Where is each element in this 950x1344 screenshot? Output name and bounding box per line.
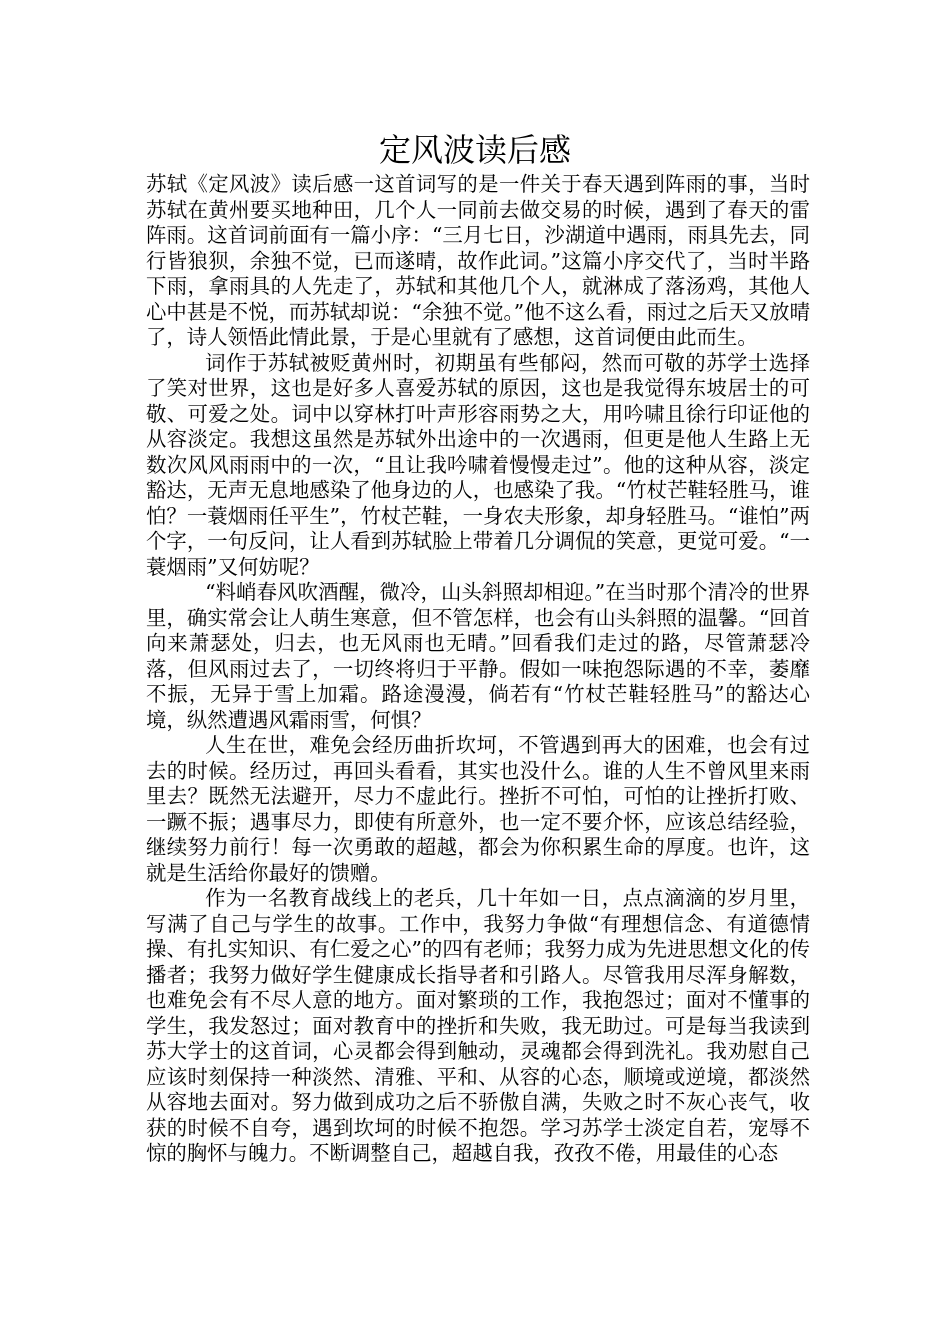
paragraph-3: “料峭春风吹酒醒，微冷，山头斜照却相迎。”在当时那个清冷的世界里，确实常会让人萌生寒意，但不管怎样，也会有山头斜照的温馨。“回首向来萧瑟处，归去，也无风雨也无晴。”回看我们走过的路，尽管萧瑟冷落，但风雨过去了，一切终将归于平静。假如一味抱怨际遇的不幸，萎靡不振，无异于雪上加霜。路途漫漫，倘若有“竹杖芒鞋轻胜马”的豁达心境，纵然遭遇风霜雨雪，何惧？ — [146, 580, 810, 732]
paragraph-1: 苏轼《定风波》读后感一这首词写的是一件关于春天遇到阵雨的事，当时苏轼在黄州要买地种田，几个人一同前去做交易的时候，遇到了春天的雷阵雨。这首词前面有一篇小序：“三月七日，沙湖道中遇雨，雨具先去，同行皆狼狈，余独不觉，已而遂晴，故作此词。”这篇小序交代了，当时半路下雨，拿雨具的人先走了，苏轼和其他几个人，就淋成了落汤鸡，其他人心中甚是不悦，而苏轼却说：“余独不觉。”他不这么看，雨过之后天又放晴了，诗人领悟此情此景，于是心里就有了感想，这首词便由此而生。 — [146, 172, 810, 349]
paragraph-5: 作为一名教育战线上的老兵，几十年如一日，点点滴滴的岁月里，写满了自己与学生的故事。工作中，我努力争做“有理想信念、有道德情操、有扎实知识、有仁爱之心”的四有老师；我努力成为先进思想文化的传播者；我努力做好学生健康成长指导者和引路人。尽管我用尽浑身解数，也难免会有不尽人意的地方。面对繁琐的工作，我抱怨过；面对不懂事的学生，我发怒过；面对教育中的挫折和失败，我无助过。可是每当我读到苏大学士的这首词，心灵都会得到触动，灵魂都会得到洗礼。我劝慰自己应该时刻保持一种淡然、清雅、平和、从容的心态，顺境或逆境，都淡然从容地去面对。努力做到成功之后不骄傲自满，失败之时不灰心丧气，收获的时候不自夸，遇到坎坷的时候不抱怨。学习苏学士淡定自若，宠辱不惊的胸怀与魄力。不断调整自己，超越自我，孜孜不倦，用最佳的心态 — [146, 886, 810, 1165]
document-title: 定风波读后感 — [378, 131, 571, 169]
paragraph-4: 人生在世，难免会经历曲折坎坷，不管遇到再大的困难，也会有过去的时候。经历过，再回头看看，其实也没什么。谁的人生不曾风里来雨里去？既然无法避开，尽力不虚此行。挫折不可怕，可怕的让挫折打败、一蹶不振；遇事尽力，即使有所意外，也一定不要介怀，应该总结经验，继续努力前行！每一次勇敢的超越，都会为你积累生命的厚度。也许，这就是生活给你最好的馈赠。 — [146, 733, 810, 885]
document-body — [146, 172, 810, 1167]
paragraph-2: 词作于苏轼被贬黄州时，初期虽有些郁闷，然而可敬的苏学士选择了笑对世界，这也是好多人喜爱苏轼的原因，这也是我觉得东坡居士的可敬、可爱之处。词中以穿林打叶声形容雨势之大，用吟啸且徐行印证他的从容淡定。我想这虽然是苏轼外出途中的一次遇雨，但更是他人生路上无数次风风雨雨中的一次，“且让我吟啸着慢慢走过”。他的这种从容，淡定豁达，无声无息地感染了他身边的人，也感染了我。“竹杖芒鞋轻胜马，谁怕？一蓑烟雨任平生”，竹杖芒鞋，一身农夫形象，却身轻胜马。“谁怕”两个字，一句反问，让人看到苏轼脸上带着几分调侃的笑意，更觉可爱。“一蓑烟雨”又何妨呢？ — [146, 350, 810, 579]
